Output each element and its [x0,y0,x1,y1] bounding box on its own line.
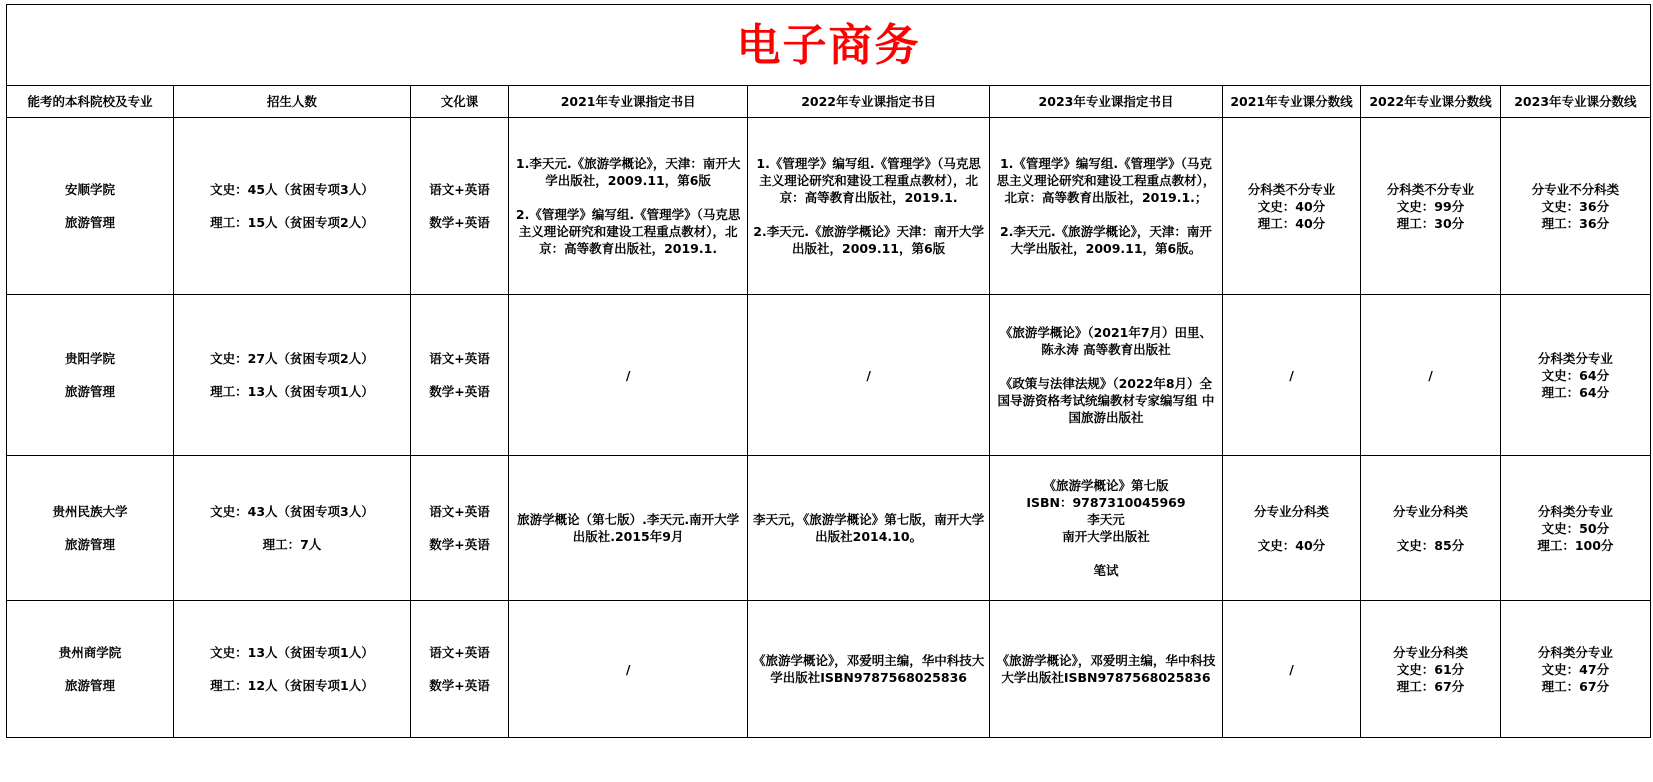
book-entry: 2.李天元.《旅游学概论》，天津：南开大学出版社，2009.11，第6版。 [999,224,1212,256]
school-name: 贵州民族大学 [52,504,128,519]
major-name: 旅游管理 [65,215,116,230]
score-science: 理工：67分 [1541,678,1610,694]
culture-arts: 语文+英语 [429,351,490,366]
culture-cell [410,295,508,456]
page-title: 电子商务 [7,5,1651,86]
score-arts: 文史：61分 [1396,661,1465,677]
score-rule: 分科类分专业 [1537,503,1613,519]
major-name: 旅游管理 [65,537,116,552]
score-science: 理工：30分 [1396,215,1465,231]
score-science: 理工：64分 [1541,384,1610,400]
score-table [6,4,1651,738]
enroll-cell [174,295,411,456]
books-2023-cell: 《旅游学概论》，邓爱明主编，华中科技大学出版社ISBN9787568025836 [990,601,1223,738]
book-isbn: ISBN：9787310045969 [1026,495,1186,510]
score-2021-cell: / [1222,601,1360,738]
score-rule: 分科类不分专业 [1386,181,1475,197]
culture-science: 数学+英语 [429,215,490,230]
header-books-2023: 2023年专业课指定书目 [990,86,1223,118]
exam-type: 笔试 [1093,563,1119,578]
culture-science: 数学+英语 [429,384,490,399]
score-rule: 分专业分科类 [1392,503,1468,519]
score-arts: 文史：85分 [1396,537,1465,553]
score-arts: 文史：64分 [1541,367,1610,383]
book-author: 李天元 [1087,512,1125,527]
header-score-2022: 2022年专业课分数线 [1361,86,1501,118]
blank-line [1227,520,1356,537]
score-2021-cell [1222,456,1360,601]
table-row [7,118,1651,295]
score-arts: 文史：99分 [1396,198,1465,214]
books-2023-cell [990,456,1223,601]
score-arts: 文史：50分 [1541,520,1610,536]
score-2022-cell [1361,456,1501,601]
culture-science: 数学+英语 [429,537,490,552]
culture-science: 数学+英语 [429,678,490,693]
score-rule: 分专业分科类 [1253,503,1329,519]
books-2022-cell [748,118,990,295]
enroll-science: 理工：13人（贫困专项1人） [210,384,374,399]
score-2022-cell [1361,118,1501,295]
score-science: 理工：100分 [1537,537,1614,553]
book-entry: 1.《管理学》编写组.《管理学》（马克思主义理论研究和建设工程重点教材），北京：高等教育出版社，2019.1.； [996,156,1216,205]
score-science: 理工：67分 [1396,678,1465,694]
score-science: 理工：40分 [1257,215,1326,231]
header-enroll: 招生人数 [174,86,411,118]
books-2021-cell: / [509,295,748,456]
book-entry: 《政策与法律法规》（2022年8月）全国导游资格考试统编教材专家编写组 中国旅游出版社 [997,376,1215,425]
book-entry: 1.李天元.《旅游学概论》，天津：南开大学出版社，2009.11，第6版 [515,156,741,188]
culture-cell [410,601,508,738]
books-2021-cell: 旅游学概论（第七版）.李天元.南开大学出版社.2015年9月 [509,456,748,601]
table-row [7,295,1651,456]
school-cell [7,118,174,295]
score-arts: 文史：40分 [1257,198,1326,214]
enroll-arts: 文史：45人（贫困专项3人） [210,182,374,197]
books-2022-cell: / [748,295,990,456]
school-name: 贵州商学院 [58,645,122,660]
header-score-2023: 2023年专业课分数线 [1500,86,1650,118]
header-school: 能考的本科院校及专业 [7,86,174,118]
school-cell [7,456,174,601]
score-arts: 文史：36分 [1541,198,1610,214]
enroll-cell [174,456,411,601]
enroll-science: 理工：7人 [262,537,322,552]
score-rule: 分专业分科类 [1392,644,1468,660]
book-publisher: 南开大学出版社 [1062,529,1150,544]
culture-cell [410,456,508,601]
score-2023-cell [1500,118,1650,295]
header-books-2021: 2021年专业课指定书目 [509,86,748,118]
table-row [7,456,1651,601]
culture-arts: 语文+英语 [429,645,490,660]
enroll-science: 理工：12人（贫困专项1人） [210,678,374,693]
book-entry: 《旅游学概论》（2021年7月）田里、陈永涛 高等教育出版社 [999,325,1213,357]
table-row [7,601,1651,738]
enroll-arts: 文史：13人（贫困专项1人） [210,645,374,660]
school-name: 贵阳学院 [65,351,116,366]
culture-arts: 语文+英语 [429,182,490,197]
blank-line [1365,520,1496,537]
score-2022-cell: / [1361,295,1501,456]
enroll-cell [174,118,411,295]
books-2021-cell [509,118,748,295]
school-name: 安顺学院 [65,182,116,197]
major-name: 旅游管理 [65,678,116,693]
books-2023-cell [990,118,1223,295]
culture-arts: 语文+英语 [429,504,490,519]
book-entry: 1.《管理学》编写组.《管理学》（马克思主义理论研究和建设工程重点教材），北京：高等教育出版社，2019.1. [756,156,981,205]
score-arts: 文史：47分 [1541,661,1610,677]
blank-line [994,545,1218,562]
score-2022-cell [1361,601,1501,738]
books-2022-cell: 李天元，《旅游学概论》第七版，南开大学出版社2014.10。 [748,456,990,601]
books-2022-cell: 《旅游学概论》，邓爱明主编，华中科技大学出版社ISBN9787568025836 [748,601,990,738]
book-title: 《旅游学概论》第七版 [1043,478,1169,493]
score-rule: 分科类不分专业 [1247,181,1336,197]
book-entry: 2.李天元.《旅游学概论》天津：南开大学出版社，2009.11，第6版 [753,224,984,256]
score-2021-cell [1222,118,1360,295]
enroll-science: 理工：15人（贫困专项2人） [210,215,374,230]
score-2023-cell [1500,456,1650,601]
enroll-cell [174,601,411,738]
score-science: 理工：36分 [1541,215,1610,231]
book-entry: 2.《管理学》编写组.《管理学》（马克思主义理论研究和建设工程重点教材），北京：高等教育出版社，2019.1. [515,207,741,256]
score-rule: 分专业不分科类 [1531,181,1620,197]
enroll-arts: 文史：43人（贫困专项3人） [210,504,374,519]
score-rule: 分科类分专业 [1537,644,1613,660]
header-score-2021: 2021年专业课分数线 [1222,86,1360,118]
score-2023-cell [1500,295,1650,456]
enroll-arts: 文史：27人（贫困专项2人） [210,351,374,366]
culture-cell [410,118,508,295]
books-2021-cell: / [509,601,748,738]
score-2021-cell: / [1222,295,1360,456]
major-name: 旅游管理 [65,384,116,399]
header-books-2022: 2022年专业课指定书目 [748,86,990,118]
header-culture: 文化课 [410,86,508,118]
score-rule: 分科类分专业 [1537,350,1613,366]
school-cell [7,295,174,456]
header-row [7,86,1651,118]
books-2023-cell [990,295,1223,456]
score-arts: 文史：40分 [1257,537,1326,553]
school-cell [7,601,174,738]
score-2023-cell [1500,601,1650,738]
